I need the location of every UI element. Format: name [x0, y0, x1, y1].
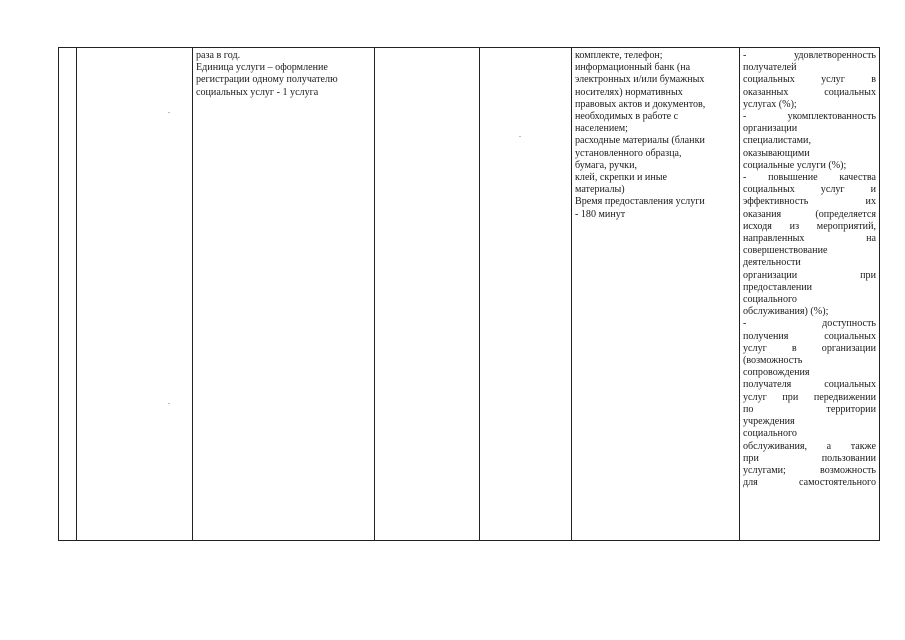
indicator-line: получателя социальных [743, 379, 876, 391]
description-line: социальных услуг - 1 услуга [196, 86, 319, 98]
conditions-line: бумага, ручки, [575, 159, 637, 171]
conditions-line: населением; [575, 123, 628, 135]
indicator-line: услугами; возможность [743, 464, 876, 476]
cell-period [480, 48, 572, 541]
indicator-line: социальных услуг и [743, 184, 876, 196]
indicator-line: обслуживания, а также [743, 440, 876, 452]
indicator-line: получателей [743, 62, 797, 74]
indicator-line: обслуживания) (%); [743, 306, 829, 318]
indicator-line: - удовлетворенность [743, 50, 876, 61]
scan-speck [168, 112, 170, 113]
description-line: Единица услуги – оформление [196, 62, 328, 74]
indicator-line: организации при [743, 269, 876, 281]
scan-speck [519, 136, 521, 137]
indicator-line: для самостоятельного [743, 477, 876, 489]
scan-speck [168, 403, 170, 404]
indicator-line: оказывающими [743, 147, 810, 159]
indicator-line: социального [743, 294, 797, 306]
conditions-line: правовых актов и документов, [575, 98, 706, 110]
conditions-line: комплекте, телефон; [575, 50, 663, 61]
conditions-line: Время предоставления услуги [575, 196, 705, 208]
indicator-line: деятельности [743, 257, 801, 269]
cell-service-name [77, 48, 193, 541]
conditions-line: электронных и/или бумажных [575, 74, 705, 86]
description-line: раза в год. [196, 50, 241, 61]
indicator-line: исходя из мероприятий, [743, 220, 876, 232]
cell-norms [375, 48, 480, 541]
indicator-line: организации [743, 123, 798, 135]
services-table [58, 47, 880, 541]
indicator-line: учреждения [743, 416, 795, 428]
indicator-line: направленных на [743, 233, 876, 245]
cell-conditions [572, 48, 740, 541]
indicator-line: - доступность [743, 318, 876, 330]
conditions-line: расходные материалы (бланки [575, 135, 705, 147]
quality-indicators-text [743, 50, 876, 489]
indicator-line: (возможность [743, 355, 803, 367]
indicator-line: специалистами, [743, 135, 811, 147]
conditions-line: клей, скрепки и иные [575, 172, 668, 184]
indicator-line: социальных услуг в [743, 74, 876, 86]
indicator-line: при пользовании [743, 452, 876, 464]
indicator-line: - укомплектованность [743, 111, 876, 123]
indicator-line: оказания (определяется [743, 208, 876, 220]
conditions-line: материалы) [575, 184, 625, 196]
cell-quality-indicators [740, 48, 880, 541]
cell-service-description [193, 48, 375, 541]
conditions-line: установленного образца, [575, 147, 682, 159]
indicator-line: услугах (%); [743, 98, 797, 110]
indicator-line: предоставлении [743, 281, 813, 293]
table-row [59, 48, 880, 541]
indicator-line: по территории [743, 403, 876, 415]
indicator-line: социальные услуги (%); [743, 159, 847, 171]
indicator-line: совершенствование [743, 245, 828, 257]
indicator-line: сопровождения [743, 367, 810, 379]
cell-number [59, 48, 77, 541]
indicator-line: услуг при передвижении [743, 391, 876, 403]
conditions-line: информационный банк (на [575, 62, 691, 74]
indicator-line: эффективность их [743, 196, 876, 208]
indicator-line: оказанных социальных [743, 86, 876, 98]
conditions-line: - 180 минут [575, 208, 626, 220]
conditions-text [575, 50, 736, 221]
indicator-line: получения социальных [743, 330, 876, 342]
indicator-line: - повышение качества [743, 172, 876, 184]
service-description-text [196, 50, 371, 99]
conditions-line: необходимых в работе с [575, 111, 679, 123]
conditions-line: носителях) нормативных [575, 86, 683, 98]
indicator-line: услуг в организации [743, 342, 876, 354]
indicator-line: социального [743, 428, 797, 440]
description-line: регистрации одному получателю [196, 74, 338, 86]
